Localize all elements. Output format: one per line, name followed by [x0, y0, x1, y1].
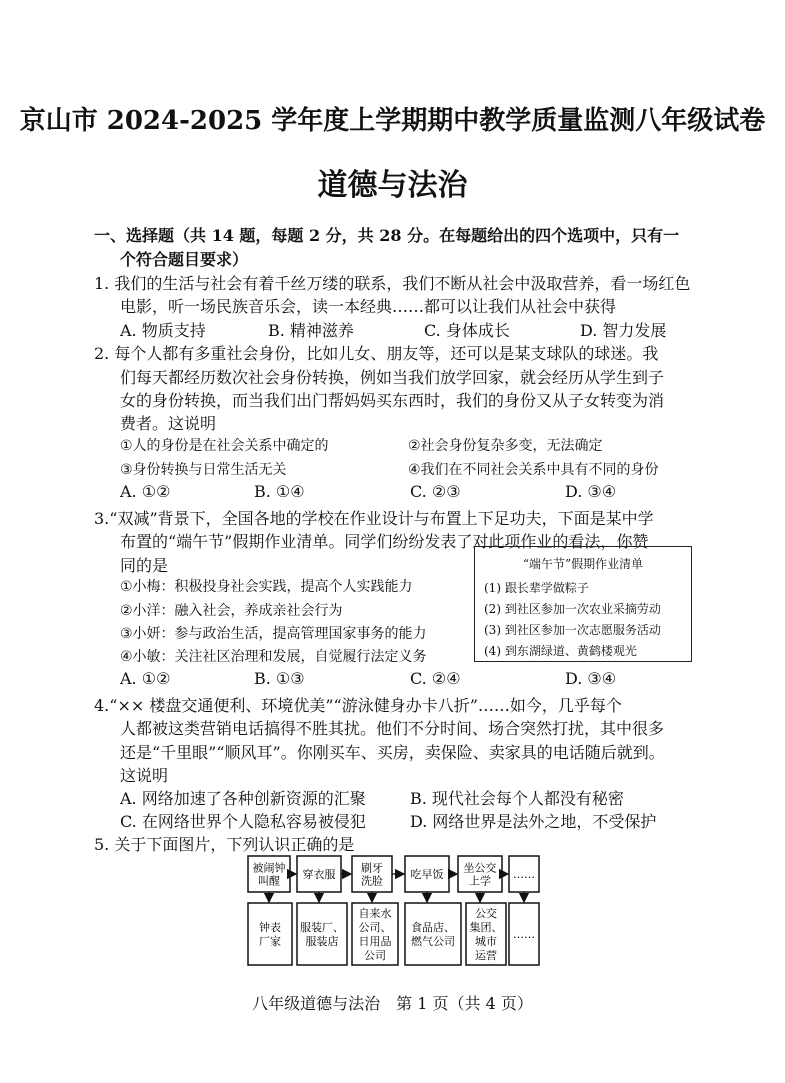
- q4-option-a: A. 网络加速了各种创新资源的汇聚: [120, 789, 366, 808]
- q1-option-a: A. 物质支持: [120, 321, 206, 340]
- diagram-activity-label: 洗脸: [361, 874, 383, 888]
- diagram-provider-label: 公司、: [358, 921, 392, 934]
- diagram-provider-label: 燃气公司: [411, 935, 455, 948]
- q3-stem-2: 布置的“端午节”假期作业清单。同学们纷纷发表了对此项作业的看法，你赞: [120, 532, 649, 551]
- exam-title: 京山市 2024-2025 学年度上学期期中教学质量监测八年级试卷: [19, 106, 766, 136]
- diagram-provider-label: 运营: [475, 949, 497, 962]
- diagram-provider-label: 厂家: [259, 935, 281, 948]
- diagram-activity-label: 穿衣服: [302, 868, 336, 881]
- q4-option-d: D. 网络世界是法外之地，不受保护: [410, 812, 657, 831]
- section-heading-cont: 个符合题目要求）: [120, 250, 249, 269]
- diagram-provider-label: 自来水: [358, 907, 392, 920]
- q3-statement-2: ②小洋：融入社会，养成亲社会行为: [120, 603, 343, 619]
- q2-statement-4: ④我们在不同社会关系中具有不同的身份: [408, 462, 659, 478]
- diagram-activity-label: 坐公交: [463, 861, 497, 875]
- diagram-provider-label: 服装店: [305, 935, 339, 948]
- q5-stem: 5. 关于下面图片，下列认识正确的是: [94, 835, 355, 854]
- diagram-provider-box: [248, 903, 292, 965]
- diagram-activity-label: 叫醒: [258, 874, 280, 888]
- q3-option-d: D. ③④: [565, 669, 617, 688]
- q1-option-c: C. 身体成长: [424, 321, 510, 340]
- diagram-provider-label: 集团、: [469, 921, 503, 934]
- q1-stem: 1. 我们的生活与社会有着千丝万缕的联系，我们不断从社会中汲取营养，看一场红色: [94, 274, 691, 293]
- diagram-activity-label: ……: [513, 868, 535, 881]
- q3-option-c: C. ②④: [410, 669, 461, 688]
- q3-statement-3: ③小妍：参与政治生活，提高管理国家事务的能力: [120, 626, 427, 642]
- diagram-provider-label: ……: [513, 928, 535, 941]
- diagram-activity-label: 上学: [469, 874, 491, 888]
- homework-list-header: “端午节”假期作业清单: [522, 557, 644, 571]
- diagram-provider-label: 服装厂、: [300, 921, 344, 934]
- q2-stem-4: 费者。这说明: [120, 414, 217, 433]
- q3-stem-3: 同的是: [120, 556, 169, 575]
- q1-option-b: B. 精神滋养: [268, 321, 354, 340]
- diagram-activity-label: 被闹钟: [252, 861, 286, 875]
- homework-item: (4) 到东湖绿道、黄鹤楼观光: [484, 644, 637, 658]
- homework-item: (1) 跟长辈学做粽子: [484, 581, 589, 595]
- q2-option-a: A. ①②: [120, 482, 171, 501]
- q2-stem: 2. 每个人都有多重社会身份，比如儿女、朋友等，还可以是某支球队的球迷。我: [94, 344, 659, 363]
- q2-option-b: B. ①④: [254, 482, 305, 501]
- diagram-activity-label: 刷牙: [361, 861, 383, 875]
- q4-option-c: C. 在网络世界个人隐私容易被侵犯: [120, 812, 366, 831]
- q3-statement-4: ④小敏：关注社区治理和发展，自觉履行法定义务: [120, 649, 427, 665]
- q3-option-a: A. ①②: [120, 669, 171, 688]
- q1-stem-cont: 电影，听一场民族音乐会，读一本经典……都可以让我们从社会中获得: [120, 297, 617, 316]
- q2-statement-2: ②社会身份复杂多变，无法确定: [408, 438, 603, 454]
- diagram-activity-label: 吃早饭: [410, 868, 444, 881]
- q2-statement-3: ③身份转换与日常生活无关: [120, 462, 287, 478]
- q4-option-b: B. 现代社会每个人都没有秘密: [410, 789, 624, 808]
- diagram-provider-label: 日用品: [358, 935, 392, 948]
- diagram-provider-box: [405, 903, 461, 965]
- homework-item: (3) 到社区参加一次志愿服务活动: [484, 623, 661, 637]
- q4-stem-2: 人都被这类营销电话搞得不胜其扰。他们不分时间、场合突然打扰，其中很多: [120, 719, 665, 738]
- q3-stem: 3.“双减”背景下，全国各地的学校在作业设计与布置上下足功夫，下面是某中学: [94, 509, 654, 528]
- homework-item: (2) 到社区参加一次农业采摘劳动: [484, 602, 661, 616]
- q4-stem-3: 还是“千里眼”“顺风耳”。你刚买车、买房，卖保险、卖家具的电话随后就到。: [120, 743, 665, 762]
- section-heading: 一、选择题（共 14 题，每题 2 分，共 28 分。在每题给出的四个选项中，只有一: [94, 226, 680, 245]
- q3-option-b: B. ①③: [254, 669, 305, 688]
- q2-option-d: D. ③④: [565, 482, 617, 501]
- q2-stem-2: 们每天都经历数次社会身份转换，例如当我们放学回家，就会经历从学生到子: [120, 368, 665, 387]
- q4-stem-4: 这说明: [120, 766, 169, 785]
- diagram-provider-label: 公司: [364, 949, 386, 962]
- diagram-provider-label: 食品店、: [411, 921, 455, 934]
- q2-statement-1: ①人的身份是在社会关系中确定的: [120, 438, 329, 454]
- diagram-provider-label: 钟表: [259, 921, 281, 934]
- q1-option-d: D. 智力发展: [580, 321, 667, 340]
- diagram-provider-box: [297, 903, 347, 965]
- diagram-provider-label: 城市: [475, 935, 497, 948]
- subject-title: 道德与法治: [317, 168, 468, 203]
- q3-statement-1: ①小梅：积极投身社会实践，提高个人实践能力: [120, 579, 413, 595]
- page-footer: 八年级道德与法治 第 1 页（共 4 页）: [252, 994, 533, 1013]
- diagram-provider-label: 公交: [475, 907, 497, 920]
- q2-stem-3: 女的身份转换，而当我们出门帮妈妈买东西时，我们的身份又从子女转变为消: [120, 391, 665, 410]
- q4-stem: 4.“×× 楼盘交通便利、环境优美”“游泳健身办卡八折”……如今，几乎每个: [94, 696, 622, 715]
- diagram-boxes: [248, 856, 539, 965]
- q2-option-c: C. ②③: [410, 482, 461, 501]
